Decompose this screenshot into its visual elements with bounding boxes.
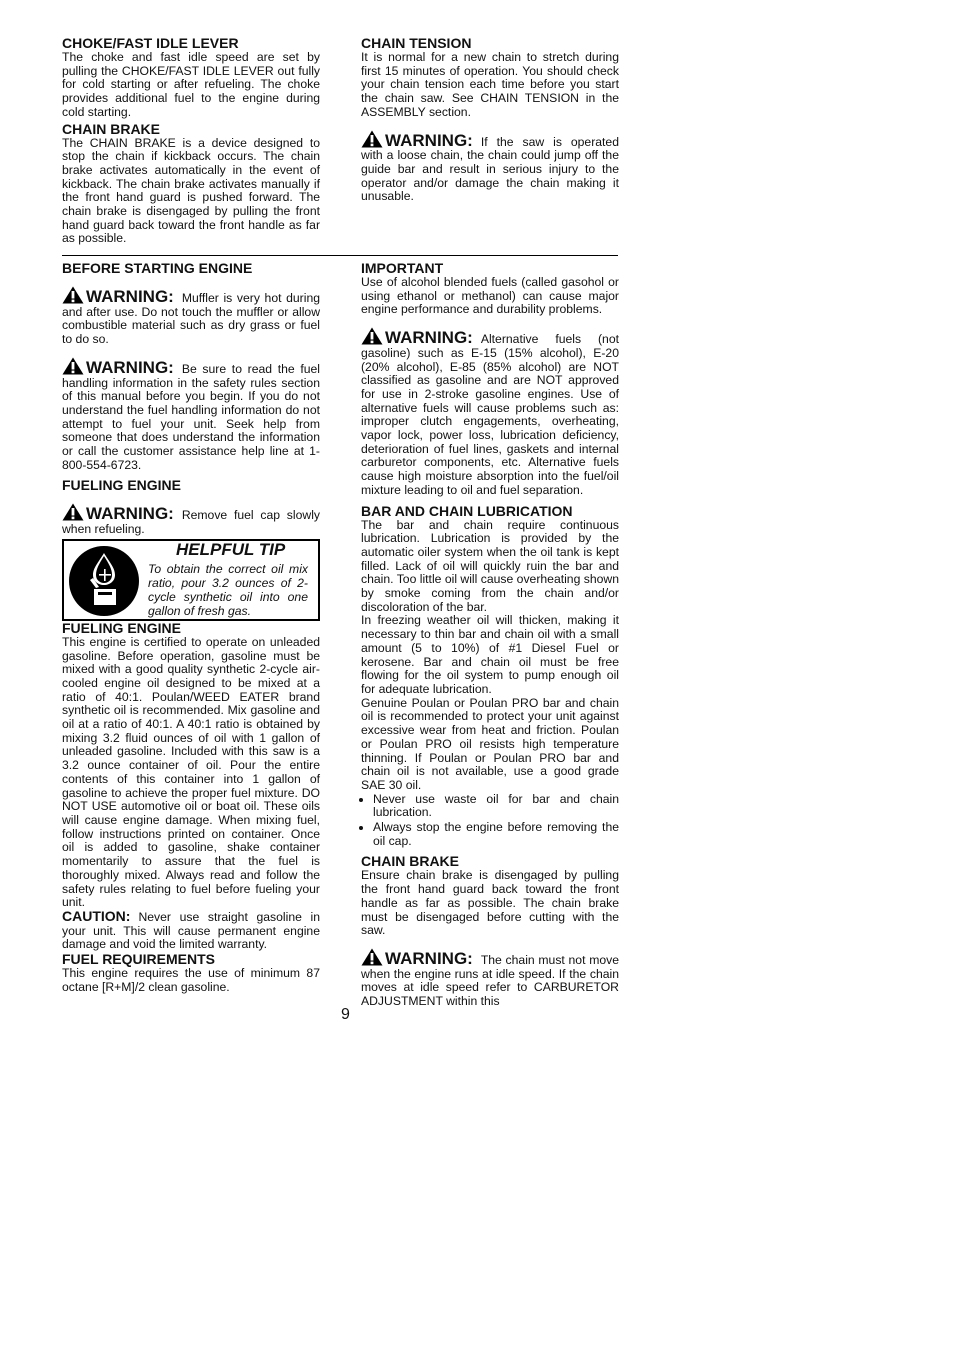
fuel-requirements-heading: FUEL REQUIREMENTS <box>62 951 215 968</box>
warning-text: Remove fuel cap slowly when refueling. <box>62 508 320 537</box>
warning-block <box>361 130 619 205</box>
right-column <box>361 261 619 1009</box>
warning-label: WARNING: <box>86 357 174 377</box>
before-starting-heading: BEFORE STARTING ENGINE <box>62 260 253 276</box>
lubrication-text: The bar and chain require continuous lubrication. Lubrication is provided by the automatic oiler system when the oil tank is kept filled. Lack of oil will quickly ruin the bar and chain. Too little oil will cause overheating shown by smoke coming from the chain and/or discoloration of the bar. <box>361 517 619 614</box>
section-divider <box>62 255 618 256</box>
chain-tension-text: It is normal for a new chain to stretch during first 15 minutes of operation. You should check your chain tension each time before you start the chain saw. See CHAIN TENSION in the ASSEMBLY section. <box>361 50 619 119</box>
chain-brake-heading: CHAIN BRAKE <box>62 120 160 137</box>
warning-block <box>62 503 320 536</box>
left-column <box>62 261 320 994</box>
fuel-can-icon <box>68 545 140 617</box>
lubrication-text: Genuine Poulan or Poulan PRO bar and chain oil is recommended to protect your unit against excessive wear from heat and friction. Poulan or Poulan PRO oil resists high temperature thinning. If Poulan or Poulan PRO bar and chain oil is not available, use a good grade SAE 30 oil. <box>361 695 619 792</box>
helpful-tip-box <box>62 539 320 621</box>
warning-triangle-icon <box>62 357 84 375</box>
list-item: • Never use waste oil for bar and chain lubrication. <box>373 793 619 820</box>
choke-heading: CHOKE/FAST IDLE LEVER <box>62 35 239 51</box>
warning-label: WARNING: <box>86 287 174 306</box>
important-text: Use of alcohol blended fuels (called gasohol or using ethanol or methanol) can cause major engine performance and durability problems. <box>361 275 619 317</box>
warning-label: WARNING: <box>86 504 174 524</box>
caution-block <box>62 907 320 952</box>
fueling-engine-heading: FUELING ENGINE <box>62 619 182 636</box>
lubrication-text: In freezing weather oil will thicken, making it necessary to thin bar and chain oil with a small amount (5 to 10%) of #1 Diesel Fuel or kerosene. Bar and chain oil must be free flowing for the oil system to pump enough oil for adequate lubrication. <box>361 613 619 696</box>
caution-label: CAUTION: <box>62 907 131 924</box>
warning-text: Muffler is very hot during and after use. Do not touch the muffler or allow combustible material such as dry grass or fuel to do so. <box>62 291 320 347</box>
fuel-requirements-text: This engine requires the use of minimum 87 octane [R+M]/2 clean gasoline. <box>62 966 320 994</box>
top-right-column <box>361 36 619 204</box>
warning-triangle-icon <box>62 286 84 304</box>
warning-triangle-icon <box>361 948 383 966</box>
bar-chain-lubrication-heading: BAR AND CHAIN LUBRICATION <box>361 502 573 519</box>
warning-triangle-icon <box>361 327 383 345</box>
warning-triangle-icon <box>62 503 84 521</box>
choke-text: The choke and fast idle speed are set by pulling the CHOKE/FAST IDLE LEVER out fully for cold starting or after refueling. The choke provides additional fuel to the engine during cold starting. <box>62 50 320 119</box>
warning-block <box>62 357 320 473</box>
warning-label: WARNING: <box>385 130 473 150</box>
chain-brake-text: Ensure chain brake is disengaged by pulling the front hand guard back toward the front handle as far as possible. The chain brake must be disengaged before cutting with the saw. <box>361 868 619 938</box>
chain-brake-text: The CHAIN BRAKE is a device designed to stop the chain if kickback occurs. The chain brake activates automatically in the event of kickback. The chain brake activates manually if the front hand guard is pushed forward. The chain brake is disengaged by pulling the front hand guard back toward the front handle as far as possible. <box>62 135 320 246</box>
top-left-column <box>62 36 320 246</box>
fueling-engine-text: This engine is certified to operate on unleaded gasoline. Before operation, gasoline must be mixed with a good quality synthetic 2-cycle air-cooled engine oil designed to be mixed at a ratio of 40:1. Poulan/WEED EATER brand synthetic oil is recommended. Mix gasoline and oil at a ratio of 40:1. A 40:1 ratio is obtained by mixing 3.2 fluid ounces of oil with 1 gallon of unleaded gasoline. Included with this saw is a 3.2 ounce container of oil. Pour the entire contents of this container into 1 gallon of gasoline to achieve the proper fuel mixture. DO NOT USE automotive oil or boat oil. These oils will cause engine damage. When mixing fuel, follow instructions printed on container. Once oil is added to gasoline, shake container momentarily to assure that the fuel is thoroughly mixed. Always read and follow the safety rules relating to fuel before fueling your unit. <box>62 634 320 910</box>
warning-triangle-icon <box>361 130 383 148</box>
bullet-list <box>361 793 619 849</box>
helpful-tip-text: To obtain the correct oil mix ratio, pour 3.2 ounces of 2-cycle synthetic oil into one gallon of fresh gas. <box>148 561 308 618</box>
warning-text: Be sure to read the fuel handling information in the safety rules section of this manual before you begin. If you do not understand the fuel handling information do not attempt to fuel your unit. Seek help from someone that does understand the information or call the customer assistance help line at 1-800-554-6723. <box>62 361 320 472</box>
helpful-tip-title: HELPFUL TIP <box>176 539 286 559</box>
caution-text: Never use straight gasoline in your unit. This will cause permanent engine damage and void the limited warranty. <box>62 909 320 952</box>
list-item: • Always stop the engine before removing the oil cap. <box>373 821 619 848</box>
warning-text: The chain must not move when the engine runs at idle speed. If the chain moves at idle speed refer to CARBURETOR ADJUSTMENT within this <box>361 952 619 1009</box>
warning-block <box>62 286 320 347</box>
chain-tension-heading: CHAIN TENSION <box>361 35 472 51</box>
chain-brake-heading: CHAIN BRAKE <box>361 853 459 870</box>
fueling-engine-heading: FUELING ENGINE <box>62 477 182 494</box>
warning-text: If the saw is operated with a loose chain, the chain could jump off the guide bar and result in serious injury to the operator and/or damage the chain making it unusable. <box>361 134 619 204</box>
warning-label: WARNING: <box>385 328 473 348</box>
page-number: 9 <box>341 1006 350 1023</box>
warning-block <box>361 327 619 497</box>
warning-label: WARNING: <box>385 948 473 968</box>
important-heading: IMPORTANT <box>361 260 444 276</box>
warning-text: Alternative fuels (not gasoline) such as E-15 (15% alcohol), E-20 (20% alcohol), E-85 (85% alcohol) are NOT classified as gasoline and are NOT approved for use in 2-stroke gasoline engines. Use of alternative fuels will cause problems such as: improper clutch engagements, overheating, vapor lock, power loss, lubrication deficiency, deterioration of fuel lines, gaskets and internal carburetor components, etc. Alternative fuels cause high moisture absorption into the fuel/oil mixture leading to oil and fuel separation. <box>361 332 619 497</box>
warning-block <box>361 948 619 1009</box>
